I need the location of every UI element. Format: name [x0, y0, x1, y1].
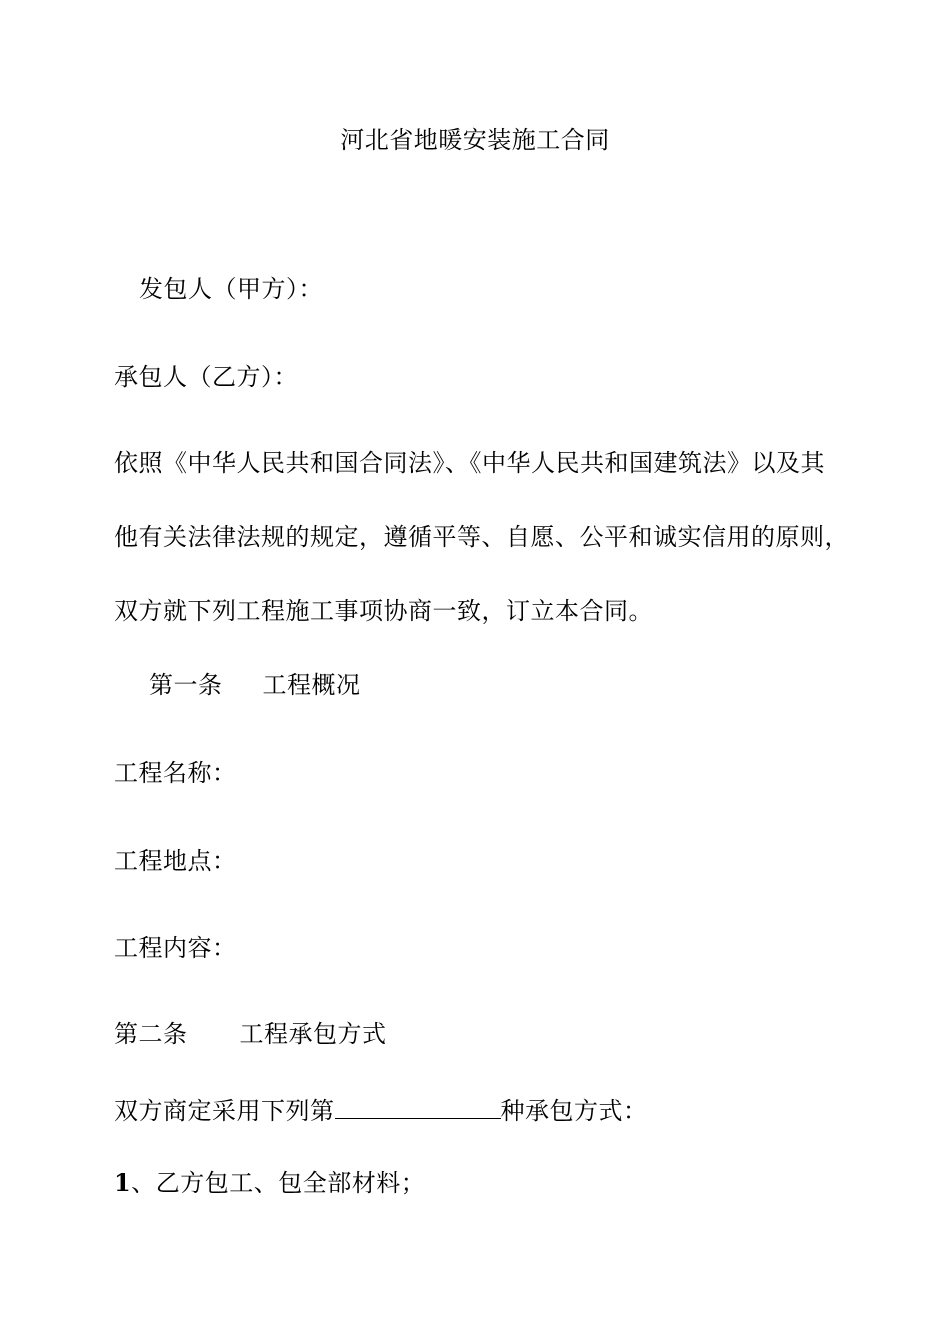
article-1-number: 第一条 [149, 671, 223, 699]
article-1-title: 工程概况 [262, 671, 361, 699]
option-1-number: 1 [114, 1168, 132, 1197]
article-2-number: 第二条 [114, 1020, 188, 1048]
document-title: 河北省地暖安装施工合同 [340, 126, 610, 154]
field-project-location: 工程地点： [114, 847, 237, 875]
article-1-heading [149, 670, 361, 700]
option-1 [114, 1168, 425, 1198]
party-a-label: 发包人（甲方）： [139, 275, 323, 303]
clause-text-before: 双方商定采用下列第 [114, 1097, 335, 1125]
clause-text-after: 种承包方式： [500, 1097, 648, 1125]
option-1-text: 、乙方包工、包全部材料； [131, 1169, 426, 1197]
article-2-heading [114, 1019, 387, 1049]
article-2-title: 工程承包方式 [239, 1020, 387, 1048]
fill-in-blank[interactable] [335, 1094, 501, 1119]
field-project-name: 工程名称： [114, 759, 237, 787]
preamble-line-2: 他有关法律法规的规定，遵循平等、自愿、公平和诚实信用的原则， [114, 523, 849, 551]
party-b-label: 承包人（乙方）： [114, 363, 298, 391]
field-project-content: 工程内容： [114, 934, 237, 962]
preamble-line-1: 依照《中华人民共和国合同法》、《中华人民共和国建筑法》以及其 [114, 449, 825, 477]
preamble-line-3: 双方就下列工程施工事项协商一致，订立本合同。 [114, 597, 653, 625]
contract-mode-clause [114, 1094, 648, 1126]
